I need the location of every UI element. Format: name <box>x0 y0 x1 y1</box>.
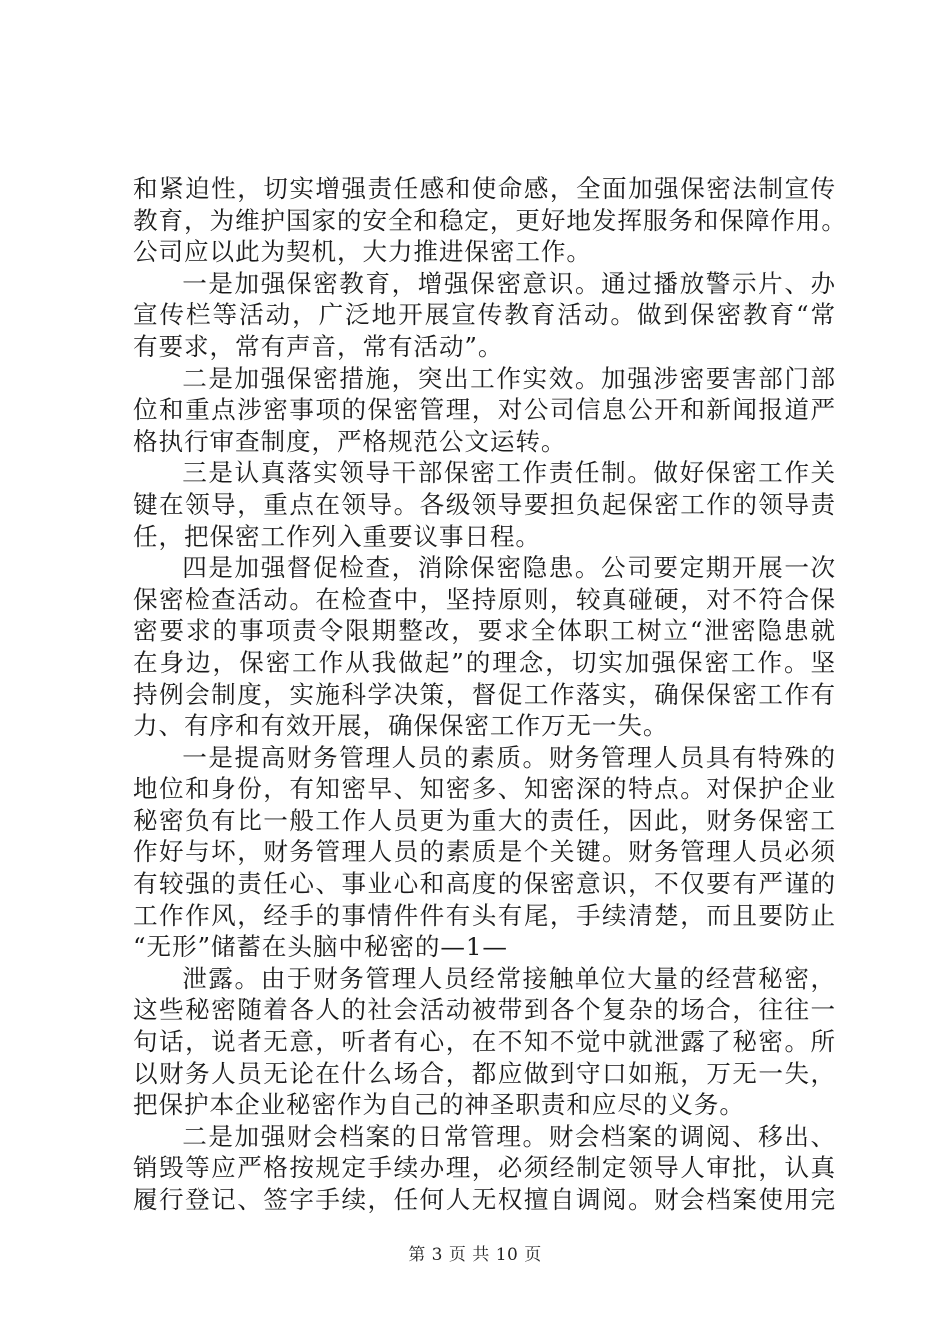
text-line: “无形”储蓄在头脑中秘密的—1— <box>133 932 508 962</box>
text-line: 密要求的事项责令限期整改，要求全体职工树立“泄密隐患就 <box>133 616 836 646</box>
text-line: 工作作风，经手的事情件件有头有尾，手续清楚，而且要防止 <box>133 900 836 930</box>
text-line: 以财务人员无论在什么场合，都应做到守口如瓶，万无一失， <box>133 1058 836 1088</box>
text-line: 一是加强保密教育，增强保密意识。通过播放警示片、办 <box>182 268 836 298</box>
text-line: 销毁等应严格按规定手续办理，必须经制定领导人审批，认真 <box>133 1153 836 1183</box>
text-line: 作好与坏，财务管理人员的素质是个关键。财务管理人员必须 <box>133 837 836 867</box>
text-line: 二是加强财会档案的日常管理。财会档案的调阅、移出、 <box>182 1121 836 1151</box>
text-line: 任，把保密工作列入重要议事日程。 <box>133 521 541 551</box>
text-line: 公司应以此为契机，大力推进保密工作。 <box>133 237 592 267</box>
text-line: 二是加强保密措施，突出工作实效。加强涉密要害部门部 <box>182 363 836 393</box>
text-line: 教育，为维护国家的安全和稳定，更好地发挥服务和保障作用。 <box>133 205 847 235</box>
text-line: 位和重点涉密事项的保密管理，对公司信息公开和新闻报道严 <box>133 395 836 425</box>
text-line: 保密检查活动。在检查中，坚持原则，较真碰硬，对不符合保 <box>133 584 836 614</box>
text-line: 把保护本企业秘密作为自己的神圣职责和应尽的义务。 <box>133 1090 745 1120</box>
text-line: 三是认真落实领导干部保密工作责任制。做好保密工作关 <box>182 458 836 488</box>
text-line: 在身边，保密工作从我做起”的理念，切实加强保密工作。坚 <box>133 647 836 677</box>
text-line: 句话，说者无意，听者有心，在不知不觉中就泄露了秘密。所 <box>133 1027 836 1057</box>
text-line: 一是提高财务管理人员的素质。财务管理人员具有特殊的 <box>182 742 836 772</box>
text-line: 秘密负有比一般工作人员更为重大的责任，因此，财务保密工 <box>133 805 836 835</box>
text-line: 宣传栏等活动，广泛地开展宣传教育活动。做到保密教育“常 <box>133 300 836 330</box>
text-line: 格执行审查制度，严格规范公文运转。 <box>133 426 567 456</box>
text-line: 有较强的责任心、事业心和高度的保密意识，不仅要有严谨的 <box>133 869 836 899</box>
text-line: 力、有序和有效开展，确保保密工作万无一失。 <box>133 711 669 741</box>
text-line: 持例会制度，实施科学决策，督促工作落实，确保保密工作有 <box>133 679 836 709</box>
text-line: 键在领导，重点在领导。各级领导要担负起保密工作的领导责 <box>133 489 836 519</box>
page-footer: 第 3 页 共 10 页 <box>408 1245 542 1265</box>
text-line: 有要求，常有声音，常有活动”。 <box>133 331 504 361</box>
text-line: 泄露。由于财务管理人员经常接触单位大量的经营秘密， <box>182 963 836 993</box>
text-line: 履行登记、签字手续，任何人无权擅自调阅。财会档案使用完 <box>133 1185 836 1214</box>
text-line: 地位和身份，有知密早、知密多、知密深的特点。对保护企业 <box>133 774 836 804</box>
text-line: 四是加强督促检查，消除保密隐患。公司要定期开展一次 <box>182 553 836 583</box>
text-line: 和紧迫性，切实增强责任感和使命感，全面加强保密法制宣传 <box>133 174 836 203</box>
text-line: 这些秘密随着各人的社会活动被带到各个复杂的场合，往往一 <box>133 995 836 1025</box>
document-body <box>133 173 847 1216</box>
